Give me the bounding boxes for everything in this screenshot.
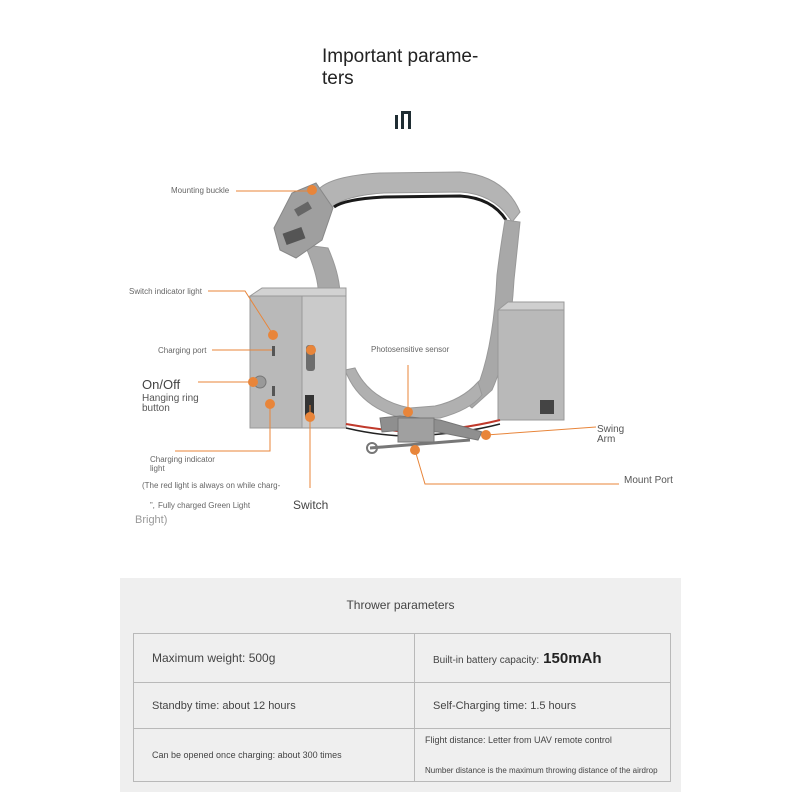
callout-dot-mounting-buckle	[307, 185, 317, 195]
parameters-title: Thrower parameters	[346, 598, 455, 612]
flight-distance: Flight distance: Letter from UAV remote control	[425, 735, 612, 745]
indicator-led	[272, 346, 275, 356]
label-green-light-note: Fully charged Green Light	[158, 501, 251, 510]
label-mounting-buckle: Mounting buckle	[171, 186, 230, 195]
label-on-off: On/Off	[142, 377, 181, 392]
label-swing-arm-1: Swing	[597, 424, 625, 435]
table-row	[134, 683, 671, 729]
label-mount-port: Mount Port	[624, 475, 673, 486]
cell-standby: Standby time: about 12 hours	[134, 683, 415, 729]
cell-distance	[415, 729, 671, 782]
cell-self-charging: Self-Charging time: 1.5 hours	[415, 683, 671, 729]
callout-line-mount-port	[415, 450, 619, 484]
cell-battery	[415, 634, 671, 683]
parameters-table	[133, 633, 671, 782]
left-box-top	[250, 288, 346, 296]
callout-line-swing-arm	[486, 427, 596, 435]
label-charging-indicator-1: Charging indicator	[150, 455, 215, 464]
battery-label: Built-in battery capacity:	[433, 654, 540, 666]
label-switch: Switch	[293, 498, 329, 512]
callout-dot-switch	[305, 412, 315, 422]
page-title-line1: Important parame-	[322, 46, 479, 67]
callout-dot-mount-port	[410, 445, 420, 455]
callout-dot-on-off	[248, 377, 258, 387]
label-switch-indicator: Switch indicator light	[129, 287, 202, 296]
battery-value: 150mAh	[543, 649, 602, 667]
table-row	[134, 729, 671, 782]
label-charging-indicator-2: light	[150, 464, 165, 473]
callout-dot-charging-indicator	[265, 399, 275, 409]
label-photosensitive: Photosensitive sensor	[371, 345, 450, 354]
ring-arm-inner	[334, 196, 506, 220]
label-green-light-prefix: ”,	[150, 501, 155, 510]
number-distance: Number distance is the maximum throwing distance of the airdrop	[425, 766, 658, 775]
callout-dot-photosensitive	[403, 407, 413, 417]
page-title-line2: ters	[322, 68, 354, 89]
mounting-buckle	[274, 183, 333, 258]
label-swing-arm-2: Arm	[597, 434, 616, 445]
mount-port	[398, 418, 434, 442]
label-charging-port: Charging port	[158, 346, 207, 355]
left-box-front	[250, 296, 302, 428]
bottom-ring	[345, 368, 482, 420]
label-hanging-ring-2: button	[142, 403, 170, 414]
label-red-light-note: (The red light is always on while charg-	[142, 481, 281, 490]
table-row	[134, 634, 671, 683]
callout-dot-charging-port	[306, 345, 316, 355]
parameters-panel	[120, 578, 681, 792]
right-box-top	[498, 302, 564, 310]
right-box	[498, 310, 564, 420]
cell-opened-times: Can be opened once charging: about 300 times	[134, 729, 415, 782]
callout-dot-switch-indicator	[268, 330, 278, 340]
cell-max-weight: Maximum weight: 500g	[134, 634, 415, 683]
label-bright: Bright)	[135, 514, 168, 526]
right-box-notch	[540, 400, 554, 414]
charging-led	[272, 386, 275, 396]
callout-dot-swing-arm	[481, 430, 491, 440]
label-hanging-ring-1: Hanging ring	[142, 393, 199, 404]
